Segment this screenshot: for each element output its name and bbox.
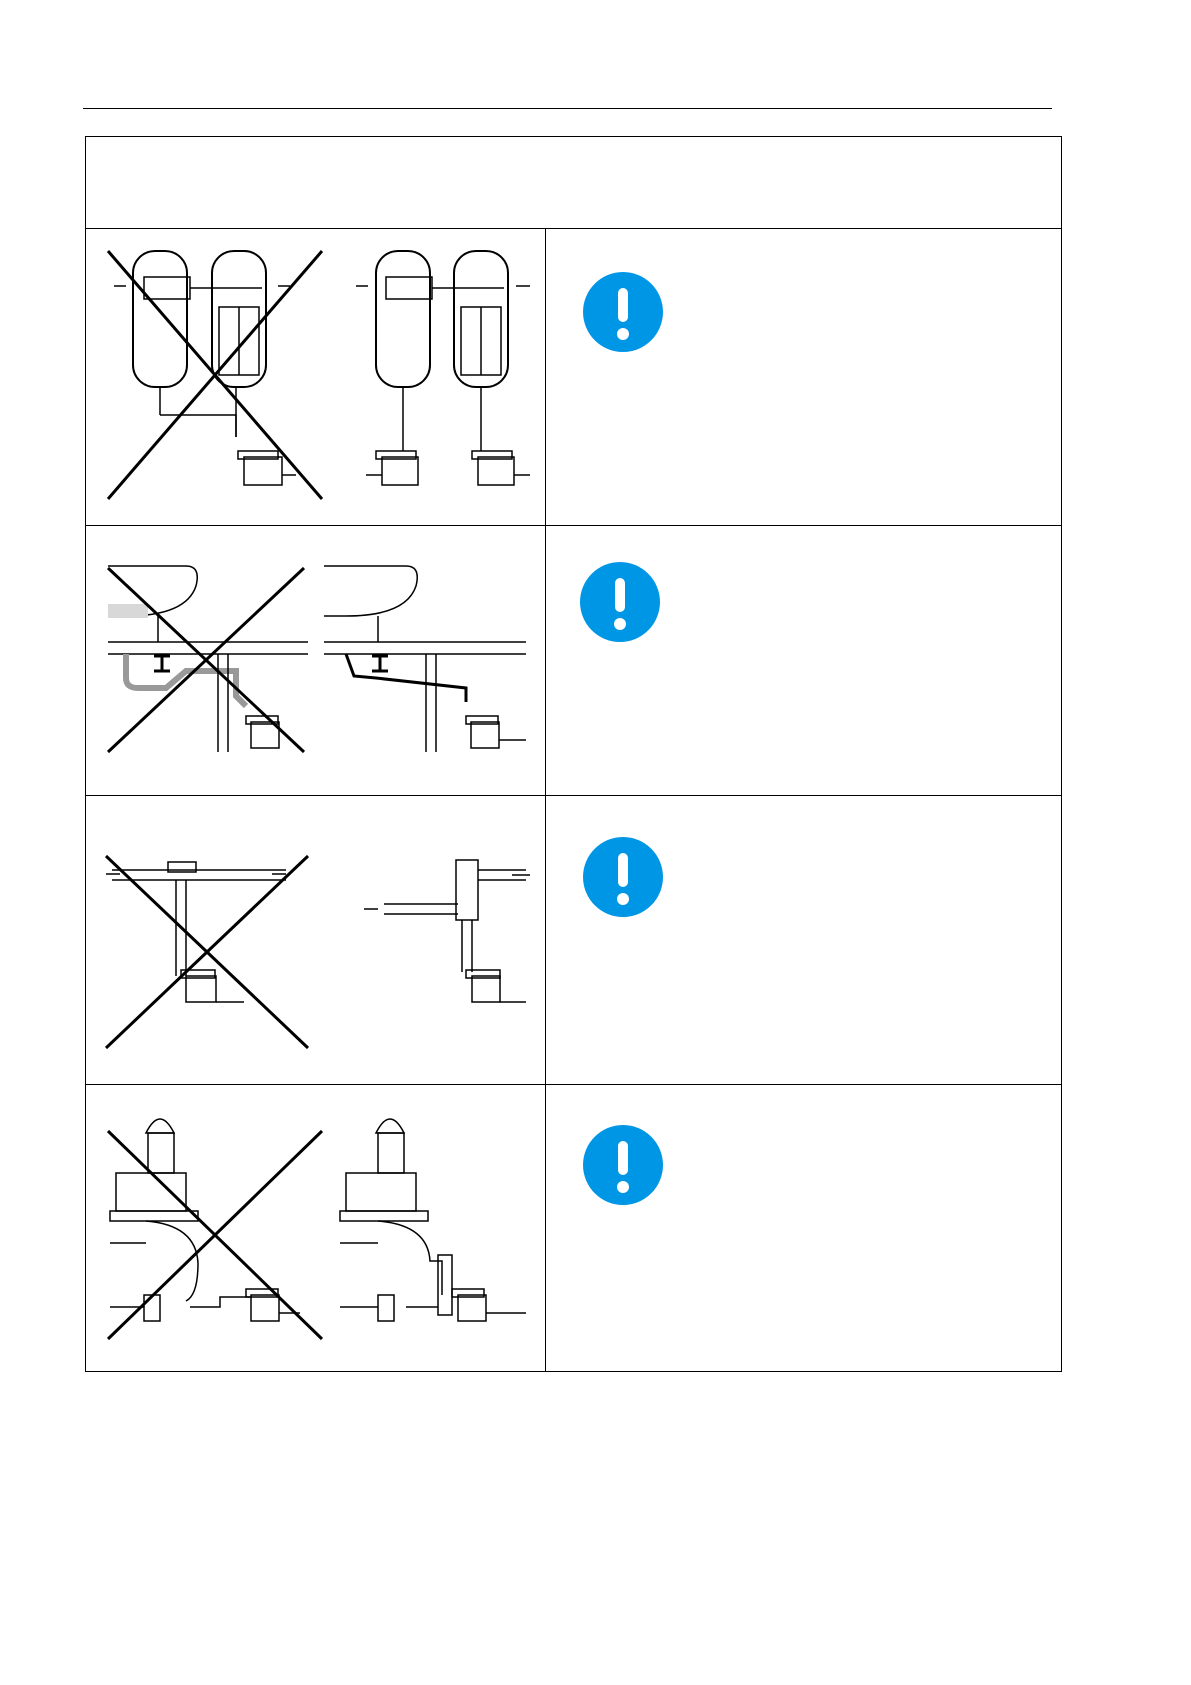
table-row <box>86 796 1061 1085</box>
illustration-drain-under-beam <box>86 526 545 795</box>
header-rule <box>83 108 1052 109</box>
mandatory-action-icon <box>583 272 663 352</box>
note-cell <box>546 1085 1061 1373</box>
note-cell <box>546 526 1061 795</box>
wrong-cross-icon <box>106 856 308 1048</box>
instruction-table <box>85 136 1062 1372</box>
illustration-compressor-receiver <box>86 1085 545 1373</box>
mandatory-action-icon <box>583 837 663 917</box>
correct-installation-drawing <box>364 860 530 1002</box>
note-cell <box>546 229 1061 525</box>
illustration-pipe-tee <box>86 796 545 1084</box>
correct-installation-drawing <box>324 566 526 752</box>
table-row <box>86 1085 1061 1373</box>
wrong-installation-drawing <box>114 251 296 485</box>
mandatory-action-icon <box>580 562 660 642</box>
table-header-cell <box>86 137 1061 229</box>
correct-installation-drawing <box>340 1119 526 1321</box>
correct-installation-drawing <box>356 251 530 485</box>
mandatory-action-icon <box>583 1125 663 1205</box>
wrong-cross-icon <box>108 568 304 752</box>
illustration-dryer-tanks <box>86 229 545 525</box>
note-cell <box>546 796 1061 1084</box>
table-row <box>86 229 1061 526</box>
table-row <box>86 526 1061 796</box>
wrong-cross-icon <box>108 1131 322 1339</box>
